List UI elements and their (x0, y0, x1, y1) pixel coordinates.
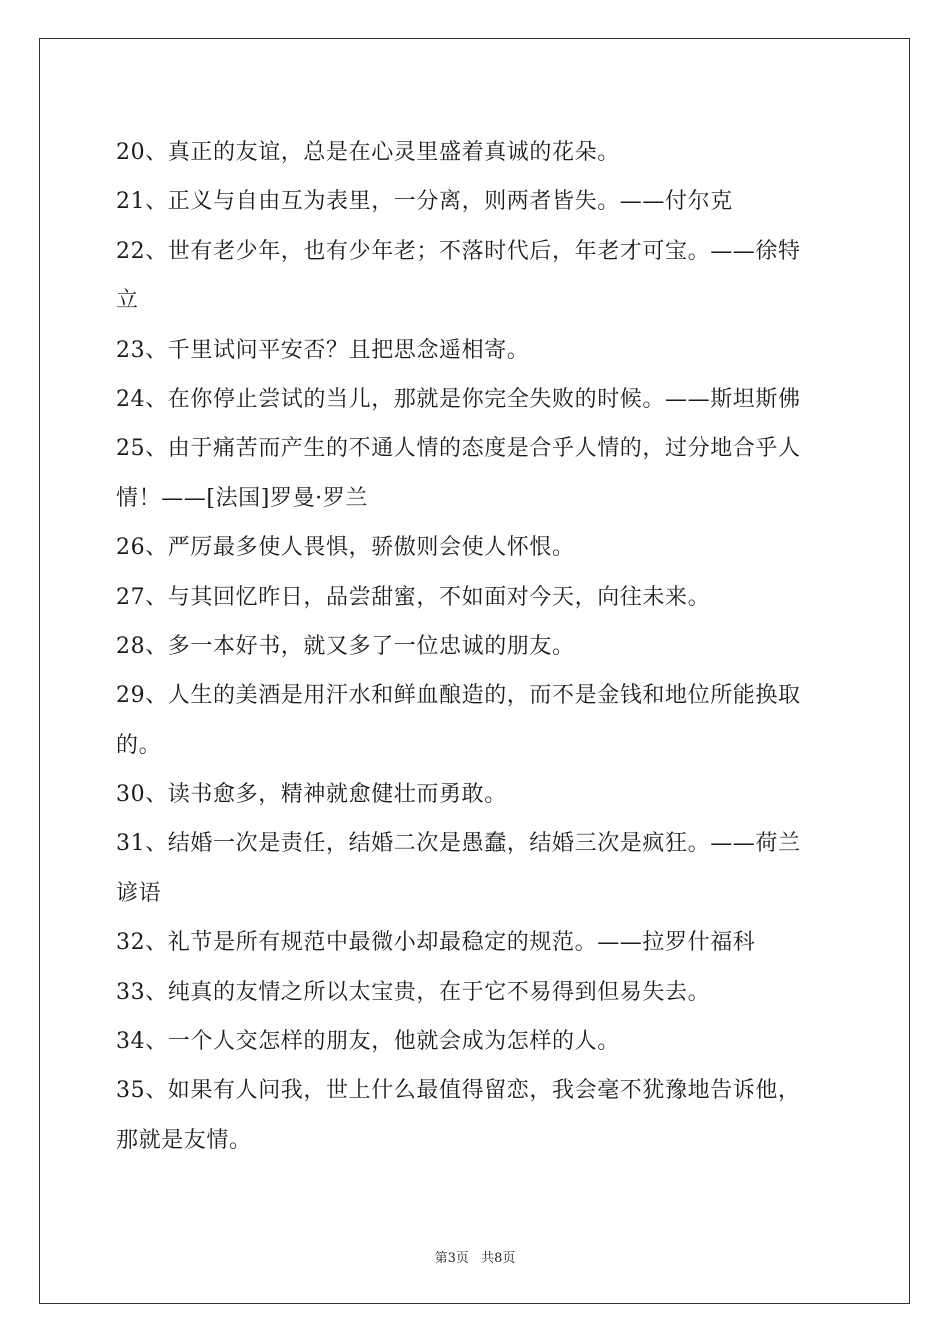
text-line: 谚语 (116, 880, 162, 906)
text-line: 32、礼节是所有规范中最微小却最稳定的规范。——拉罗什福科 (116, 930, 756, 956)
text-line: 那就是友情。 (116, 1127, 252, 1153)
text-line: 20、真正的友谊，总是在心灵里盛着真诚的花朵。 (116, 140, 620, 165)
page-footer (0, 1247, 950, 1266)
text-line: 33、纯真的友情之所以太宝贵，在于它不易得到但易失去。 (116, 979, 711, 1005)
text-line: 31、结婚一次是责任，结婚二次是愚蠢，结婚三次是疯狂。——荷兰 (116, 831, 801, 857)
page-number: 第3页 (434, 1251, 469, 1266)
page-total: 共8页 (481, 1251, 516, 1266)
text-line: 34、一个人交怎样的朋友，他就会成为怎样的人。 (116, 1029, 620, 1055)
text-line: 22、世有老少年，也有少年老；不落时代后，年老才可宝。——徐特 (116, 238, 801, 264)
text-line: 29、人生的美酒是用汗水和鲜血酿造的，而不是金钱和地位所能换取 (116, 683, 801, 709)
text-line: 35、如果有人问我，世上什么最值得留恋，我会毫不犹豫地告诉他， (116, 1078, 801, 1104)
text-line: 28、多一本好书，就又多了一位忠诚的朋友。 (116, 633, 575, 659)
text-line: 27、与其回忆昨日，品尝甜蜜，不如面对今天，向往未来。 (116, 584, 711, 610)
text-line: 23、千里试问平安否？且把思念遥相寄。 (116, 337, 530, 363)
text-line: 26、严厉最多使人畏惧，骄傲则会使人怀恨。 (116, 535, 575, 561)
text-line: 的。 (116, 732, 162, 758)
text-line: 21、正义与自由互为表里，一分离，则两者皆失。——付尔克 (116, 189, 733, 215)
text-line: 25、由于痛苦而产生的不通人情的态度是合乎人情的，过分地合乎人 (116, 436, 801, 462)
document-body (116, 128, 836, 1165)
text-line: 情！——[法国]罗曼·罗兰 (116, 485, 368, 511)
text-line: 立 (116, 288, 139, 314)
text-line: 24、在你停止尝试的当儿，那就是你完全失败的时候。——斯坦斯佛 (116, 386, 801, 412)
text-line: 30、读书愈多，精神就愈健壮而勇敢。 (116, 782, 507, 808)
